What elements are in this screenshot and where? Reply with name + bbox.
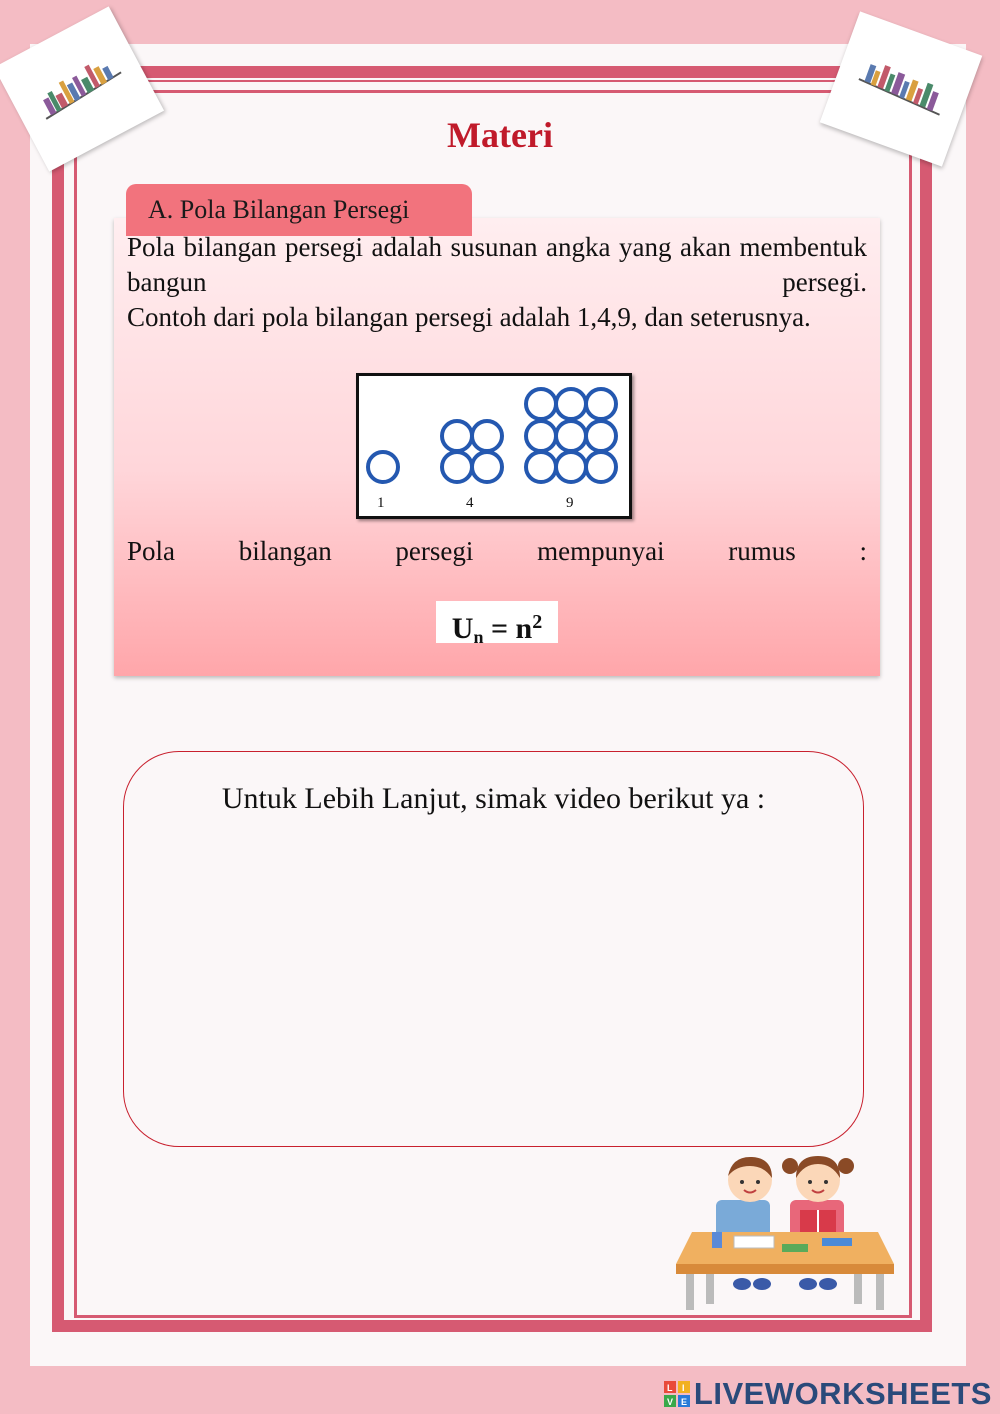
bookshelf-icon [854,50,954,119]
pattern-label-9: 9 [566,495,574,511]
formula-equals: = n [490,612,533,645]
liveworksheets-logo-icon [664,1381,690,1407]
definition-paragraph: Pola bilangan persegi adalah susunan angka yang akan membentuk bangun persegi. [127,232,867,297]
badge-letter-v: V [666,1397,673,1407]
liveworksheets-brand[interactable]: LIVEWORKSHEETS [693,1376,992,1411]
formula-base: U [451,612,474,645]
liveworksheets-footer[interactable] [664,1376,992,1412]
badge-letter-e: E [680,1397,687,1407]
formula-power: 2 [532,611,543,633]
pattern-label-4: 4 [466,495,474,511]
square-number-pattern [356,373,632,519]
formula-subscript: n [473,627,484,647]
bookshelf-icon [28,45,128,124]
example-paragraph: Contoh dari pola bilangan persegi adalah 1,4,9, dan seterusnya. [127,302,811,332]
circle-pattern-figure [359,376,629,516]
formula-intro: Pola bilangan persegi mempunyai rumus : [127,536,867,566]
pattern-label-1: 1 [377,495,385,511]
formula-box [436,601,558,647]
page-title: Materi [447,115,553,155]
section-heading: A. Pola Bilangan Persegi [126,184,472,236]
badge-letter-l: L [666,1383,673,1393]
badge-letter-i: I [681,1383,685,1393]
kids-studying-illustration [672,1152,898,1312]
video-caption: Untuk Lebih Lanjut, simak video berikut ya : [221,782,766,815]
